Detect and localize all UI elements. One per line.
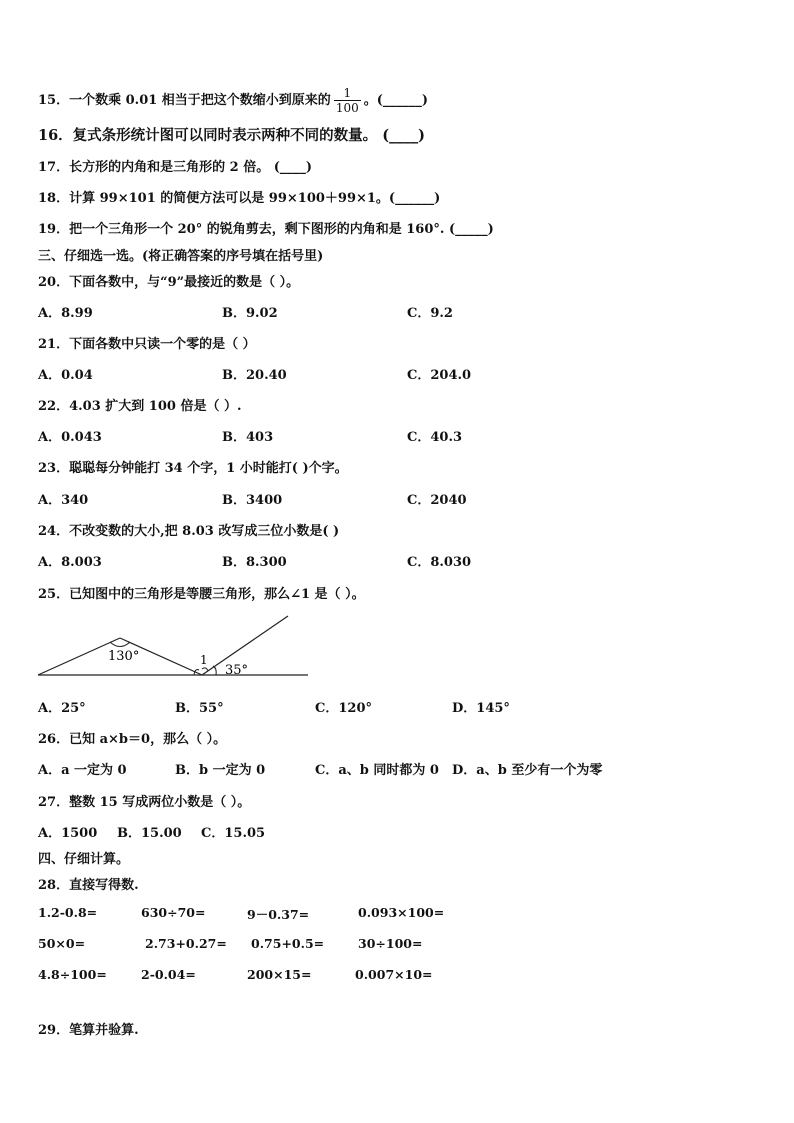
angle-130-label: 130° bbox=[108, 649, 140, 664]
question-16: 16．复式条形统计图可以同时表示两种不同的数量。 (____) bbox=[38, 127, 425, 144]
question-18: 18．计算 99×101 的简便方法可以是 99×100＋99×1。(______) bbox=[38, 191, 441, 206]
question-24: 24．不改变数的大小,把 8.03 改写成三位小数是( ) bbox=[38, 524, 340, 539]
question-29: 29．笔算并验算. bbox=[38, 1023, 139, 1038]
q21-option-c[interactable]: C．204.0 bbox=[407, 368, 472, 383]
question-26: 26．已知 a×b＝0，那么（ ）。 bbox=[38, 732, 227, 747]
fraction-numerator: 1 bbox=[334, 86, 361, 101]
q26-option-a[interactable]: A．a 一定为 0 bbox=[38, 763, 127, 778]
q27-option-a[interactable]: A．1500 bbox=[38, 826, 98, 841]
q26-option-d[interactable]: D．a、b 至少有一个为零 bbox=[452, 763, 603, 778]
q27-option-b[interactable]: B．15.00 bbox=[117, 826, 182, 841]
question-19: 19．把一个三角形一个 20° 的锐角剪去，剩下图形的内角和是 160°. (_____) bbox=[38, 222, 494, 237]
question-21: 21．下面各数中只读一个零的是（ ） bbox=[38, 337, 256, 352]
section-4-heading: 四、仔细计算。 bbox=[38, 852, 130, 867]
angle-35-label: 35° bbox=[225, 663, 249, 678]
calc-item: 2-0.04= bbox=[141, 967, 196, 982]
q25-option-c[interactable]: C．120° bbox=[315, 701, 372, 716]
question-15 bbox=[38, 86, 428, 115]
q21-option-b[interactable]: B．20.40 bbox=[222, 368, 287, 383]
calc-item: 4.8÷100= bbox=[38, 967, 107, 982]
question-17: 17．长方形的内角和是三角形的 2 倍。 (____) bbox=[38, 160, 313, 175]
q26-option-c[interactable]: C．a、b 同时都为 0 bbox=[315, 763, 439, 778]
calc-item: 200×15= bbox=[247, 967, 312, 982]
q20-option-c[interactable]: C．9.2 bbox=[407, 306, 453, 321]
calc-item: 9－0.37= bbox=[247, 907, 310, 922]
q20-option-a[interactable]: A．8.99 bbox=[38, 306, 93, 321]
question-28: 28．直接写得数. bbox=[38, 878, 139, 893]
calc-item: 1.2-0.8= bbox=[38, 905, 98, 920]
calc-item: 0.75+0.5= bbox=[251, 936, 325, 951]
question-25: 25．已知图中的三角形是等腰三角形，那么∠1 是（ ）。 bbox=[38, 587, 365, 602]
question-15-answer: 。(______) bbox=[363, 93, 429, 108]
fraction-denominator: 100 bbox=[335, 101, 359, 115]
calc-item: 0.007×10= bbox=[355, 967, 433, 982]
calc-item: 50×0= bbox=[38, 936, 86, 951]
calc-item: 630÷70= bbox=[141, 905, 206, 920]
q23-option-a[interactable]: A．340 bbox=[38, 493, 89, 508]
angle-1-label: 1 bbox=[200, 653, 208, 667]
question-20: 20．下面各数中，与“9”最接近的数是（ ）。 bbox=[38, 275, 300, 290]
q22-option-a[interactable]: A．0.043 bbox=[38, 430, 102, 445]
q22-option-c[interactable]: C．40.3 bbox=[407, 430, 463, 445]
calc-item: 30÷100= bbox=[358, 936, 423, 951]
q20-option-b[interactable]: B．9.02 bbox=[222, 306, 278, 321]
calc-item: 0.093×100= bbox=[358, 905, 445, 920]
q25-option-d[interactable]: D．145° bbox=[452, 701, 510, 716]
q27-option-c[interactable]: C．15.05 bbox=[201, 826, 266, 841]
q24-option-b[interactable]: B．8.300 bbox=[222, 555, 287, 570]
q25-option-a[interactable]: A．25° bbox=[38, 701, 86, 716]
isosceles-triangle-figure bbox=[36, 612, 336, 692]
fraction bbox=[334, 86, 361, 115]
question-22: 22．4.03 扩大到 100 倍是（ ）. bbox=[38, 399, 242, 414]
question-15-text: 15．一个数乘 0.01 相当于把这个数缩小到原来的 bbox=[38, 93, 331, 108]
q24-option-a[interactable]: A．8.003 bbox=[38, 555, 102, 570]
q22-option-b[interactable]: B．403 bbox=[222, 430, 274, 445]
section-3-heading: 三、仔细选一选。(将正确答案的序号填在括号里) bbox=[38, 249, 324, 264]
calc-item: 2.73+0.27= bbox=[145, 936, 227, 951]
q25-option-b[interactable]: B．55° bbox=[175, 701, 224, 716]
q21-option-a[interactable]: A．0.04 bbox=[38, 368, 93, 383]
q23-option-c[interactable]: C．2040 bbox=[407, 493, 467, 508]
q24-option-c[interactable]: C．8.030 bbox=[407, 555, 472, 570]
q23-option-b[interactable]: B．3400 bbox=[222, 493, 283, 508]
question-27: 27．整数 15 写成两位小数是（ ）。 bbox=[38, 795, 251, 810]
question-23: 23．聪聪每分钟能打 34 个字，1 小时能打( )个字。 bbox=[38, 461, 348, 476]
q26-option-b[interactable]: B．b 一定为 0 bbox=[175, 763, 266, 778]
